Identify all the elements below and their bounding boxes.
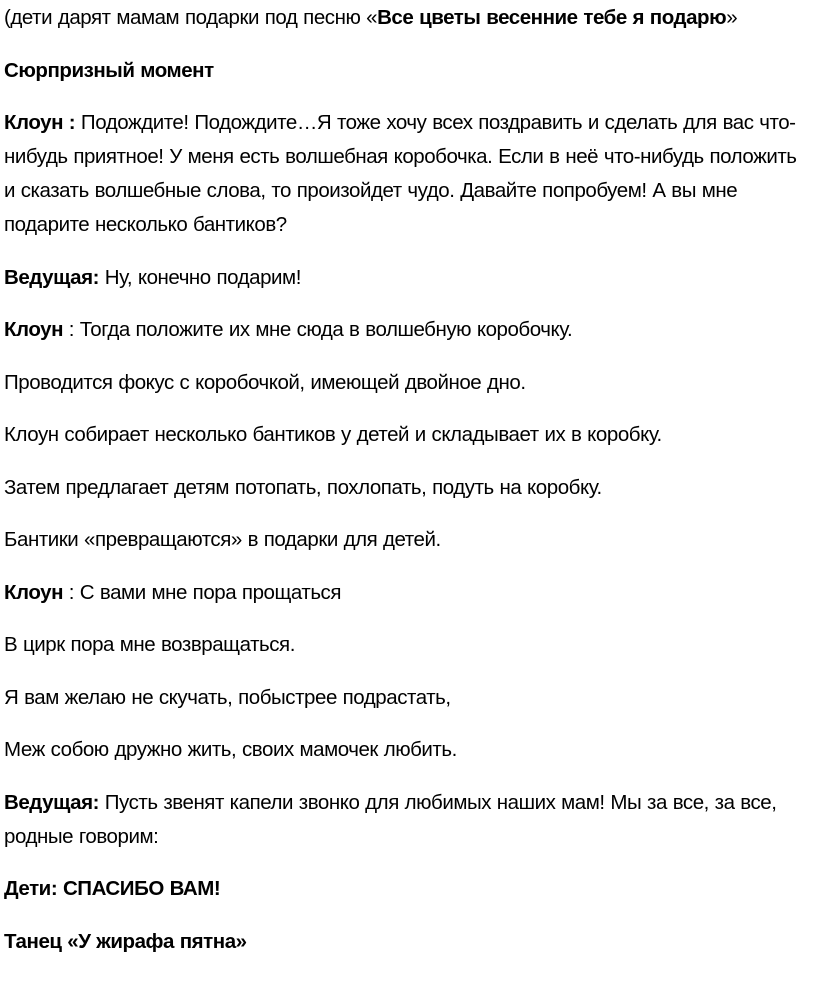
narration-text: Бантики «превращаются» в подарки для детей.: [4, 528, 441, 551]
paragraph-clown-speech: [4, 106, 810, 242]
paragraph-verse-friends: [4, 733, 810, 767]
verse-text: Меж собою дружно жить, своих мамочек любить.: [4, 738, 457, 761]
speaker-label: Ведущая:: [4, 265, 100, 289]
paragraph-clown-box: [4, 313, 810, 347]
speech-text: Пусть звенят капели звонко для любимых наших мам! Мы за все, за все, родные говорим:: [4, 790, 777, 848]
paragraph-collect-bows: [4, 418, 810, 452]
verse-text: В цирк пора мне возвращаться.: [4, 633, 295, 656]
paragraph-clown-farewell: [4, 576, 810, 610]
text-run: »: [726, 6, 738, 29]
paragraph-verse-wish: [4, 681, 810, 715]
narration-text: Клоун собирает несколько бантиков у детей и складывает их в коробку.: [4, 423, 662, 446]
paragraph-trick: [4, 366, 810, 400]
document-page: [4, 0, 810, 977]
paragraph-bows-transform: [4, 523, 810, 557]
song-title: Все цветы весенние тебе я подарю: [377, 6, 727, 29]
heading-text: Сюрпризный момент: [4, 58, 214, 82]
speech-text: : С вами мне пора прощаться: [63, 580, 342, 604]
heading-text: Танец «У жирафа пятна»: [4, 929, 247, 953]
narration-text: Затем предлагает детям потопать, похлопать, подуть на коробку.: [4, 475, 602, 499]
speech-text: : Тогда положите их мне сюда в волшебную коробочку.: [63, 318, 573, 341]
speech-text: Ну, конечно подарим!: [99, 265, 301, 289]
paragraph-host-closing: [4, 786, 810, 854]
paragraph-children-thanks: [4, 872, 810, 906]
speech-text: Подождите! Подождите…Я тоже хочу всех поздравить и сделать для вас что-нибудь приятное! У меня есть волшебная коробочка. Если в неё что-нибудь положить и сказать волшебные слова, то произойдет чудо. Давайте попробуем! А вы мне подарите несколько бантиков?: [4, 111, 797, 236]
speaker-label: Клоун :: [4, 111, 81, 134]
verse-text: Я вам желаю не скучать, побыстрее подрастать,: [4, 685, 451, 709]
chorus-text: Дети: СПАСИБО ВАМ!: [4, 877, 221, 900]
paragraph-stomp-clap: [4, 471, 810, 505]
section-heading-dance: [4, 925, 810, 959]
paragraph-verse-circus: [4, 628, 810, 662]
paragraph-song-gifts: [4, 1, 810, 35]
speaker-label: Клоун: [4, 318, 64, 341]
speaker-label: Клоун: [4, 580, 64, 604]
speaker-label: Ведущая:: [4, 790, 100, 814]
narration-text: Проводится фокус с коробочкой, имеющей двойное дно.: [4, 370, 526, 394]
section-heading-surprise: [4, 54, 810, 88]
text-run: (дети дарят мамам подарки под песню «: [4, 6, 378, 29]
paragraph-host-reply: [4, 261, 810, 295]
